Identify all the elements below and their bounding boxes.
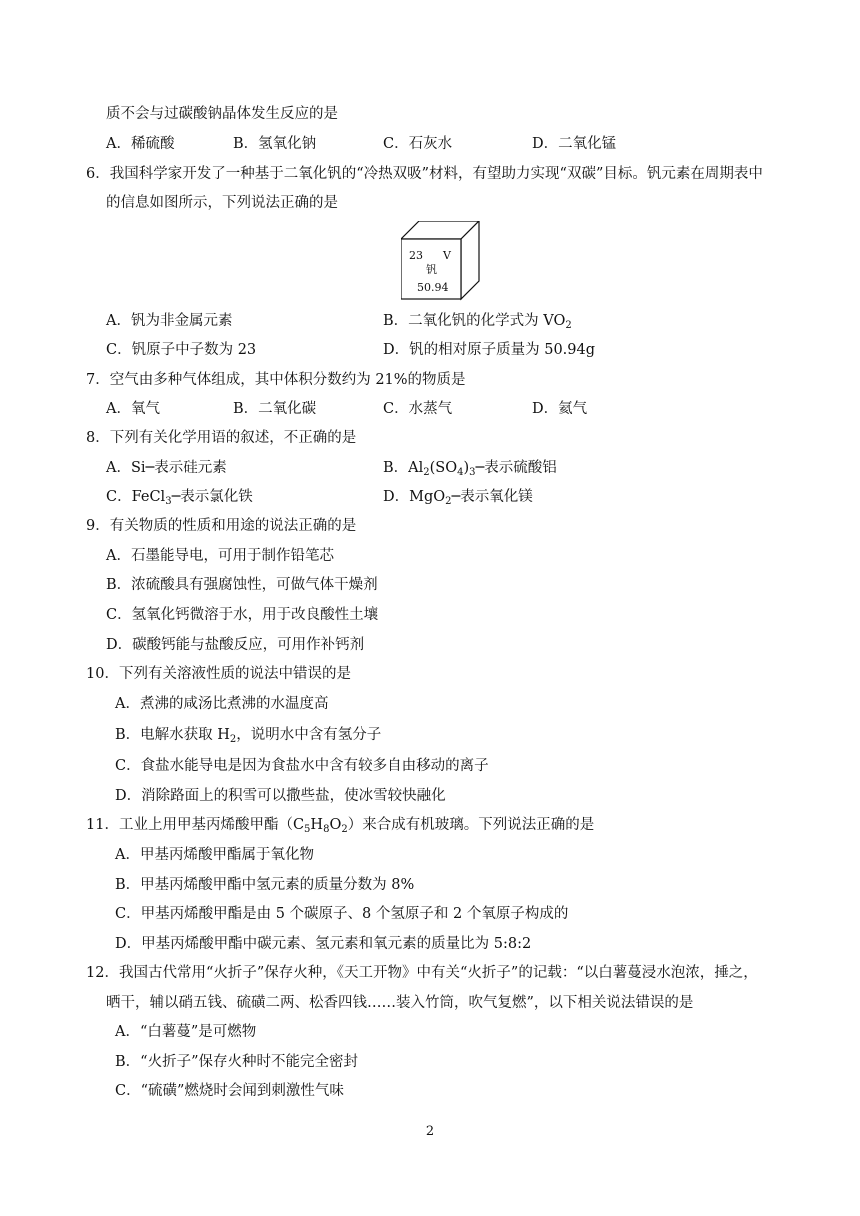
q9-option-b: B．浓硫酸具有强腐蚀性，可做气体干燥剂: [106, 577, 378, 593]
q7-option-b: B．二氧化碳: [233, 401, 317, 417]
q7-option-c: C．水蒸气: [383, 401, 453, 417]
element-name: 钒: [426, 263, 437, 276]
q5-option-d: D．二氧化锰: [532, 136, 617, 152]
q9-option-a: A．石墨能导电，可用于制作铅笔芯: [106, 548, 334, 564]
q6-stem-line1: 6．我国科学家开发了一种基于二氧化钒的“冷热双吸”材料，有望助力实现“双碳”目标。钒元素在周期表中: [86, 166, 763, 182]
q10-option-c: C．食盐水能导电是因为食盐水中含有较多自由移动的离子: [115, 758, 489, 774]
q6-option-a: A．钒为非金属元素: [106, 313, 233, 329]
q12-option-c: C．“硫磺”燃烧时会闻到刺激性气味: [115, 1083, 344, 1099]
q10-stem: 10．下列有关溶液性质的说法中错误的是: [86, 666, 351, 682]
q6-option-d: D．钒的相对原子质量为 50.94g: [383, 342, 596, 358]
q5-option-b: B．氢氧化钠: [233, 136, 317, 152]
q12-stem-line2: 晒干，辅以硝五钱、硫磺二两、松香四钱……装入竹筒，吹气复燃”，以下相关说法错误的是: [106, 995, 694, 1011]
q12-stem-line1: 12．我国古代常用“火折子”保存火种，《天工开物》中有关“火折子”的记载：“以白薯蔓浸水泡浓，捶之，: [86, 965, 758, 981]
element-symbol: V: [443, 249, 451, 262]
page-number: 2: [425, 1124, 435, 1139]
q12-option-a: A．“白薯蔓”是可燃物: [115, 1024, 257, 1040]
q11-option-b: B．甲基丙烯酸甲酯中氢元素的质量分数为 8%: [115, 877, 415, 893]
q11-stem: 11．工业上用甲基丙烯酸甲酯$(C_5H_8O_2)$来合成有机玻璃。下列说法正确的是: [86, 817, 595, 835]
q10-option-b: B．电解水获取 $H_2$，说明水中含有氢分子: [115, 727, 382, 745]
q9-option-c: C．氢氧化钙微溶于水，用于改良酸性土壤: [106, 607, 379, 623]
q6-stem-line2: 的信息如图所示，下列说法正确的是: [106, 195, 338, 211]
element-atomic-mass: 50.94: [417, 281, 449, 294]
q11-option-a: A．甲基丙烯酸甲酯属于氧化物: [115, 847, 314, 863]
q10-option-d: D．消除路面上的积雪可以撒些盐，使冰雪较快融化: [115, 788, 446, 804]
q9-option-d: D．碳酸钙能与盐酸反应，可用作补钙剂: [106, 637, 365, 653]
q5-stem: 质不会与过碳酸钠晶体发生反应的是: [106, 106, 338, 122]
q11-option-c: C．甲基丙烯酸甲酯是由 5 个碳原子、8 个氢原子和 2 个氧原子构成的: [115, 906, 569, 922]
q9-stem: 9．有关物质的性质和用途的说法正确的是: [86, 518, 357, 534]
q8-option-c: C．FeCl$_3$─表示氯化铁: [106, 489, 253, 507]
q7-stem: 7．空气由多种气体组成，其中体积分数约为 21%的物质是: [86, 372, 466, 388]
q5-option-a: A．稀硫酸: [106, 136, 175, 152]
vanadium-element-card: [401, 221, 483, 303]
q8-option-d: D．MgO$_2$─表示氧化镁: [383, 489, 533, 507]
q8-stem: 8．下列有关化学用语的叙述，不正确的是: [86, 430, 357, 446]
q6-option-b: B．二氧化钒的化学式为 $VO_2$: [383, 313, 572, 331]
q8-option-a: A．Si─表示硅元素: [106, 460, 227, 476]
element-atomic-number: 23: [409, 249, 423, 262]
q10-option-a: A．煮沸的咸汤比煮沸的水温度高: [115, 696, 329, 712]
q12-option-b: B．“火折子”保存火种时不能完全密封: [115, 1054, 358, 1070]
q5-option-c: C．石灰水: [383, 136, 453, 152]
q6-option-c: C．钒原子中子数为 23: [106, 342, 257, 358]
q11-option-d: D．甲基丙烯酸甲酯中碳元素、氢元素和氧元素的质量比为 5:8:2: [115, 936, 532, 952]
q8-option-b: B．$Al_2(SO_4)_3─$表示硫酸铝: [383, 460, 557, 478]
q7-option-a: A．氧气: [106, 401, 160, 417]
q7-option-d: D．氦气: [532, 401, 588, 417]
